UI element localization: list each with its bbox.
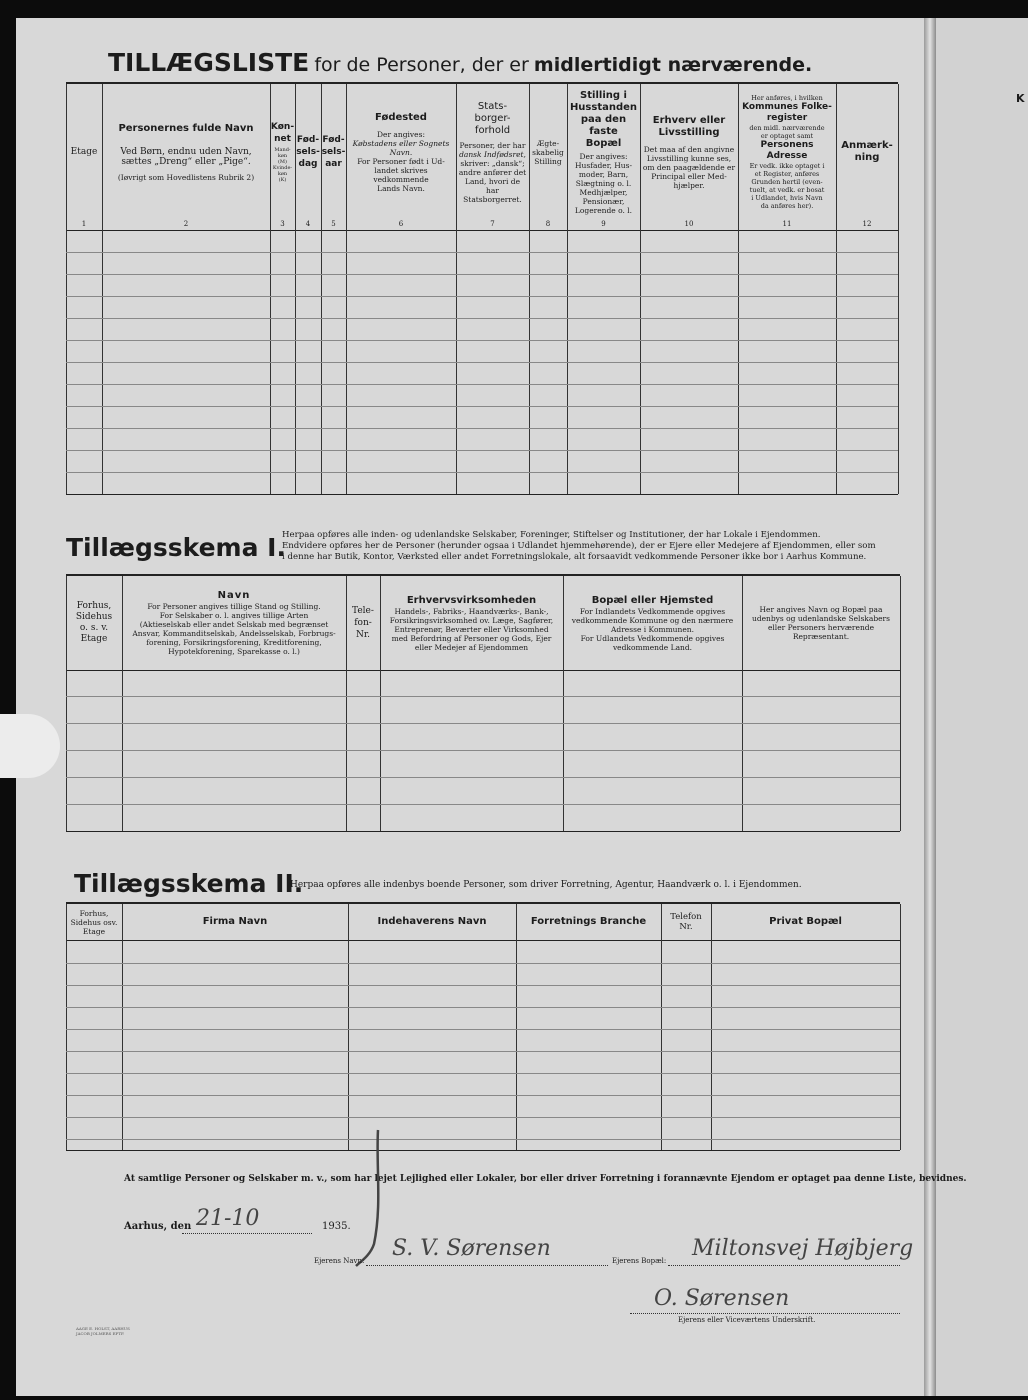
year-label: 1935. <box>322 1221 351 1232</box>
s1-col-telefon: Tele- fon- Nr. <box>352 606 374 640</box>
skema1-bottom-border <box>66 831 900 832</box>
table1-bottom-border <box>66 494 898 495</box>
t1-col-anmaerkning: Anmærk- ning <box>841 140 893 163</box>
s2-col-privat-bopael: Privat Bopæl <box>769 916 842 927</box>
s1-row-rule <box>66 750 900 751</box>
t1-colnum: 5 <box>331 220 336 228</box>
s1-row-rule <box>66 777 900 778</box>
t1-row-rule <box>66 274 898 275</box>
s1-row-rule <box>66 723 900 724</box>
city-date-label: Aarhus, den <box>124 1221 192 1232</box>
title-bold: midlertidigt nærværende. <box>533 54 813 76</box>
t1-col-foedselsdag: Fød- sels- dag <box>296 135 320 169</box>
s1-row-rule <box>66 804 900 805</box>
s1-col-navn: Navn For Personer angives tillige Stand og Stilling. For Selskaber o. l. angives tillige Arten (Aktieselskab eller andet Selskab med begrænset Ansvar, Kommanditselskab, Andelsselskab, Forbrugs- forening, Forsikringsforening, Kreditforening, Hypotekforening, Sparekasse o. l.) <box>132 590 336 656</box>
s2-column-rule <box>900 904 901 1150</box>
owner-address-label: Ejerens Bopæl: <box>612 1257 667 1265</box>
t1-colnum: 8 <box>545 220 551 228</box>
t1-row-rule <box>66 428 898 429</box>
book-spine <box>924 18 936 1396</box>
skema1-description: Herpaa opføres alle inden- og udenlandske Selskaber, Foreninger, Stiftelser og Institutioner, der har Lokale i Ejendommen. Endvidere opføres her de Personer (herunder ogsaa i Udlandet hjemmehørende), der er Ejere eller Medejere af Ejendommen, eller som i denne har Butik, Kontor, Værksted eller andet Forretningslokale, alt forsaavidt vedkommende Personer ikke bor i Aarhus Kommune. <box>282 530 876 562</box>
s2-column-rule <box>66 904 67 1150</box>
t1-col-stilling: Stilling i Husstanden paa den faste Bopæl Der angives: Husfader, Hus- moder, Barn, Slægtning o. l. Medhjælper, Pensionær, Logerende o. l. <box>569 89 638 215</box>
t1-colnum: 6 <box>398 220 404 228</box>
s1-col-erhvervsvirksomheden: Erhvervsvirksomheden Handels-, Fabriks-, Haandværks-, Bank-, Forsikringsvirksomhed ov. Læge, Sagfører, Entreprenør, Beværter eller Virksomhed med Befordring af Personer og Gods, Ejer eller Medejer af Ejendommen <box>389 594 554 652</box>
s2-row-rule <box>66 985 900 986</box>
t1-colnum: 10 <box>684 220 694 228</box>
s2-row-rule <box>66 1117 900 1118</box>
t1-row-rule <box>66 406 898 407</box>
s2-column-rule <box>516 904 517 1150</box>
t1-colnum: 9 <box>601 220 606 228</box>
t1-row-rule <box>66 362 898 363</box>
t1-col-navn: Personernes fulde Navn Ved Børn, endnu uden Navn, sættes „Dreng“ eller „Pige“. (Iøvrigt som Hovedlistens Rubrik 2) <box>117 122 255 182</box>
title-main: TILLÆGSLISTE <box>108 48 310 77</box>
adjacent-page-edge <box>936 18 1028 1396</box>
skema2-title: Tillægsskema II. <box>74 869 304 898</box>
t1-colnum: 7 <box>490 220 495 228</box>
t1-column-rule <box>898 84 899 494</box>
skema2-description: Herpaa opføres alle indenbys boende Personer, som driver Forretning, Agentur, Haandværk o. l. i Ejendommen. <box>290 880 802 890</box>
adjacent-page-letter: K <box>1016 92 1025 105</box>
t1-row-rule <box>66 252 898 253</box>
s2-col-branche: Forretnings Branche <box>530 916 647 927</box>
s2-column-rule <box>348 904 349 1150</box>
printer-imprint: AAGE E. HOLST, AARHUS JACOB JOLMERS EFTF. <box>76 1326 130 1336</box>
t1-row-rule <box>66 340 898 341</box>
vicevaert-signature-line <box>630 1312 900 1314</box>
s1-col-repraesentant: Her angives Navn og Bopæl paa udenbys og udenlandske Selskabers eller Personers herværende Repræsentant. <box>751 605 890 641</box>
skema1-title: Tillægsskema I. <box>66 533 286 562</box>
t1-colnum: 3 <box>280 220 285 228</box>
t1-row-rule <box>66 384 898 385</box>
t1-col-statsborgerforhold: Stats- borger- forhold Personer, der har dansk Indfødsret, skriver: „dansk“; andre anfører det Land, hvori de har Statsborgerret. <box>458 100 527 204</box>
s2-column-rule <box>661 904 662 1150</box>
s2-column-rule <box>711 904 712 1150</box>
owner-signature: S. V. Sørensen <box>392 1236 551 1261</box>
s1-col-etage: Forhus, Sidehus o. s. v. Etage <box>75 601 113 644</box>
owner-address-handwritten: Miltonsvej Højbjerg <box>692 1236 914 1261</box>
owner-address-line <box>668 1264 900 1266</box>
t1-col-etage: Etage <box>70 147 98 157</box>
table1-header-bottom <box>66 230 898 231</box>
t1-colnum: 2 <box>183 220 189 228</box>
t1-colnum: 1 <box>81 220 87 228</box>
s1-row-rule <box>66 696 900 697</box>
t1-row-rule <box>66 318 898 319</box>
s2-row-rule <box>66 1139 900 1140</box>
s2-column-rule <box>122 904 123 1150</box>
t1-colnum: 11 <box>782 220 792 228</box>
s2-col-telefon: Telefon Nr. <box>670 912 702 932</box>
s2-row-rule <box>66 963 900 964</box>
s1-col-bopael: Bopæl eller Hjemsted For Indlandets Vedkommende opgives vedkommende Kommune og den nærmere Adresse i Kommunen. For Udlandets Vedkommende opgives vedkommende Land. <box>571 594 734 652</box>
t1-col-folkeregister: Her anføres, i hvilken Kommunes Folke- register den midl. nærværende er optaget samt Personens Adresse Er vedk. ikke optaget i et Register, anføres Grunden hertil (even- tuelt, at vedk. er bosat i Udlandet, hvis Navn da anføres her). <box>742 94 832 210</box>
t1-col-aegteskabelig: Ægte- skabelig Stilling <box>532 138 564 166</box>
t1-col-koennet: Køn- net Mand- køn (M) Kvinde- køn (K) <box>270 122 295 183</box>
t1-col-foedselsaar: Fød- sels- aar <box>321 135 346 169</box>
owner-name-line <box>366 1264 608 1266</box>
handwritten-check-stroke <box>352 1126 392 1270</box>
s2-row-rule <box>66 1073 900 1074</box>
skema2-header-bottom <box>66 940 900 941</box>
owner-name-label: Ejerens Navn: <box>314 1257 365 1265</box>
page-title <box>108 48 812 77</box>
skema1-header-bottom <box>66 670 900 671</box>
t1-colnum: 12 <box>862 220 872 228</box>
t1-col-erhverv: Erhverv eller Livsstilling Det maa af den angivne Livsstilling kunne ses, om den paagældende er Principal eller Med- hjælper. <box>642 114 736 190</box>
t1-colnum: 4 <box>305 220 311 228</box>
s2-col-indehaver: Indehaverens Navn <box>377 916 487 927</box>
s2-row-rule <box>66 1051 900 1052</box>
s2-col-firma: Firma Navn <box>202 916 268 927</box>
certification-text: At samtlige Personer og Selskaber m. v., som har lejet Lejlighed eller Lokaler, bor eller driver Forretning i forannævnte Ejendom er optaget paa denne Liste, bevidnes. <box>124 1174 967 1184</box>
s2-row-rule <box>66 1095 900 1096</box>
s2-row-rule <box>66 1029 900 1030</box>
s2-col-etage: Forhus, Sidehus osv. Etage <box>70 908 118 936</box>
handwritten-date: 21-10 <box>196 1206 260 1231</box>
title-for: for de Personer, der er <box>314 54 529 76</box>
vicevaert-signature: O. Sørensen <box>654 1286 790 1311</box>
s2-row-rule <box>66 1007 900 1008</box>
t1-row-rule <box>66 472 898 473</box>
skema2-bottom-border <box>66 1150 900 1151</box>
vicevaert-signature-label: Ejerens eller Viceværtens Underskrift. <box>678 1316 816 1324</box>
t1-col-foedested: Fødested Der angives: Købstadens eller Sognets Navn. For Personer født i Ud- landet skrives vedkommende Lands Navn. <box>352 111 450 193</box>
t1-row-rule <box>66 450 898 451</box>
t1-row-rule <box>66 296 898 297</box>
s1-column-rule <box>900 576 901 831</box>
date-line <box>182 1232 312 1234</box>
